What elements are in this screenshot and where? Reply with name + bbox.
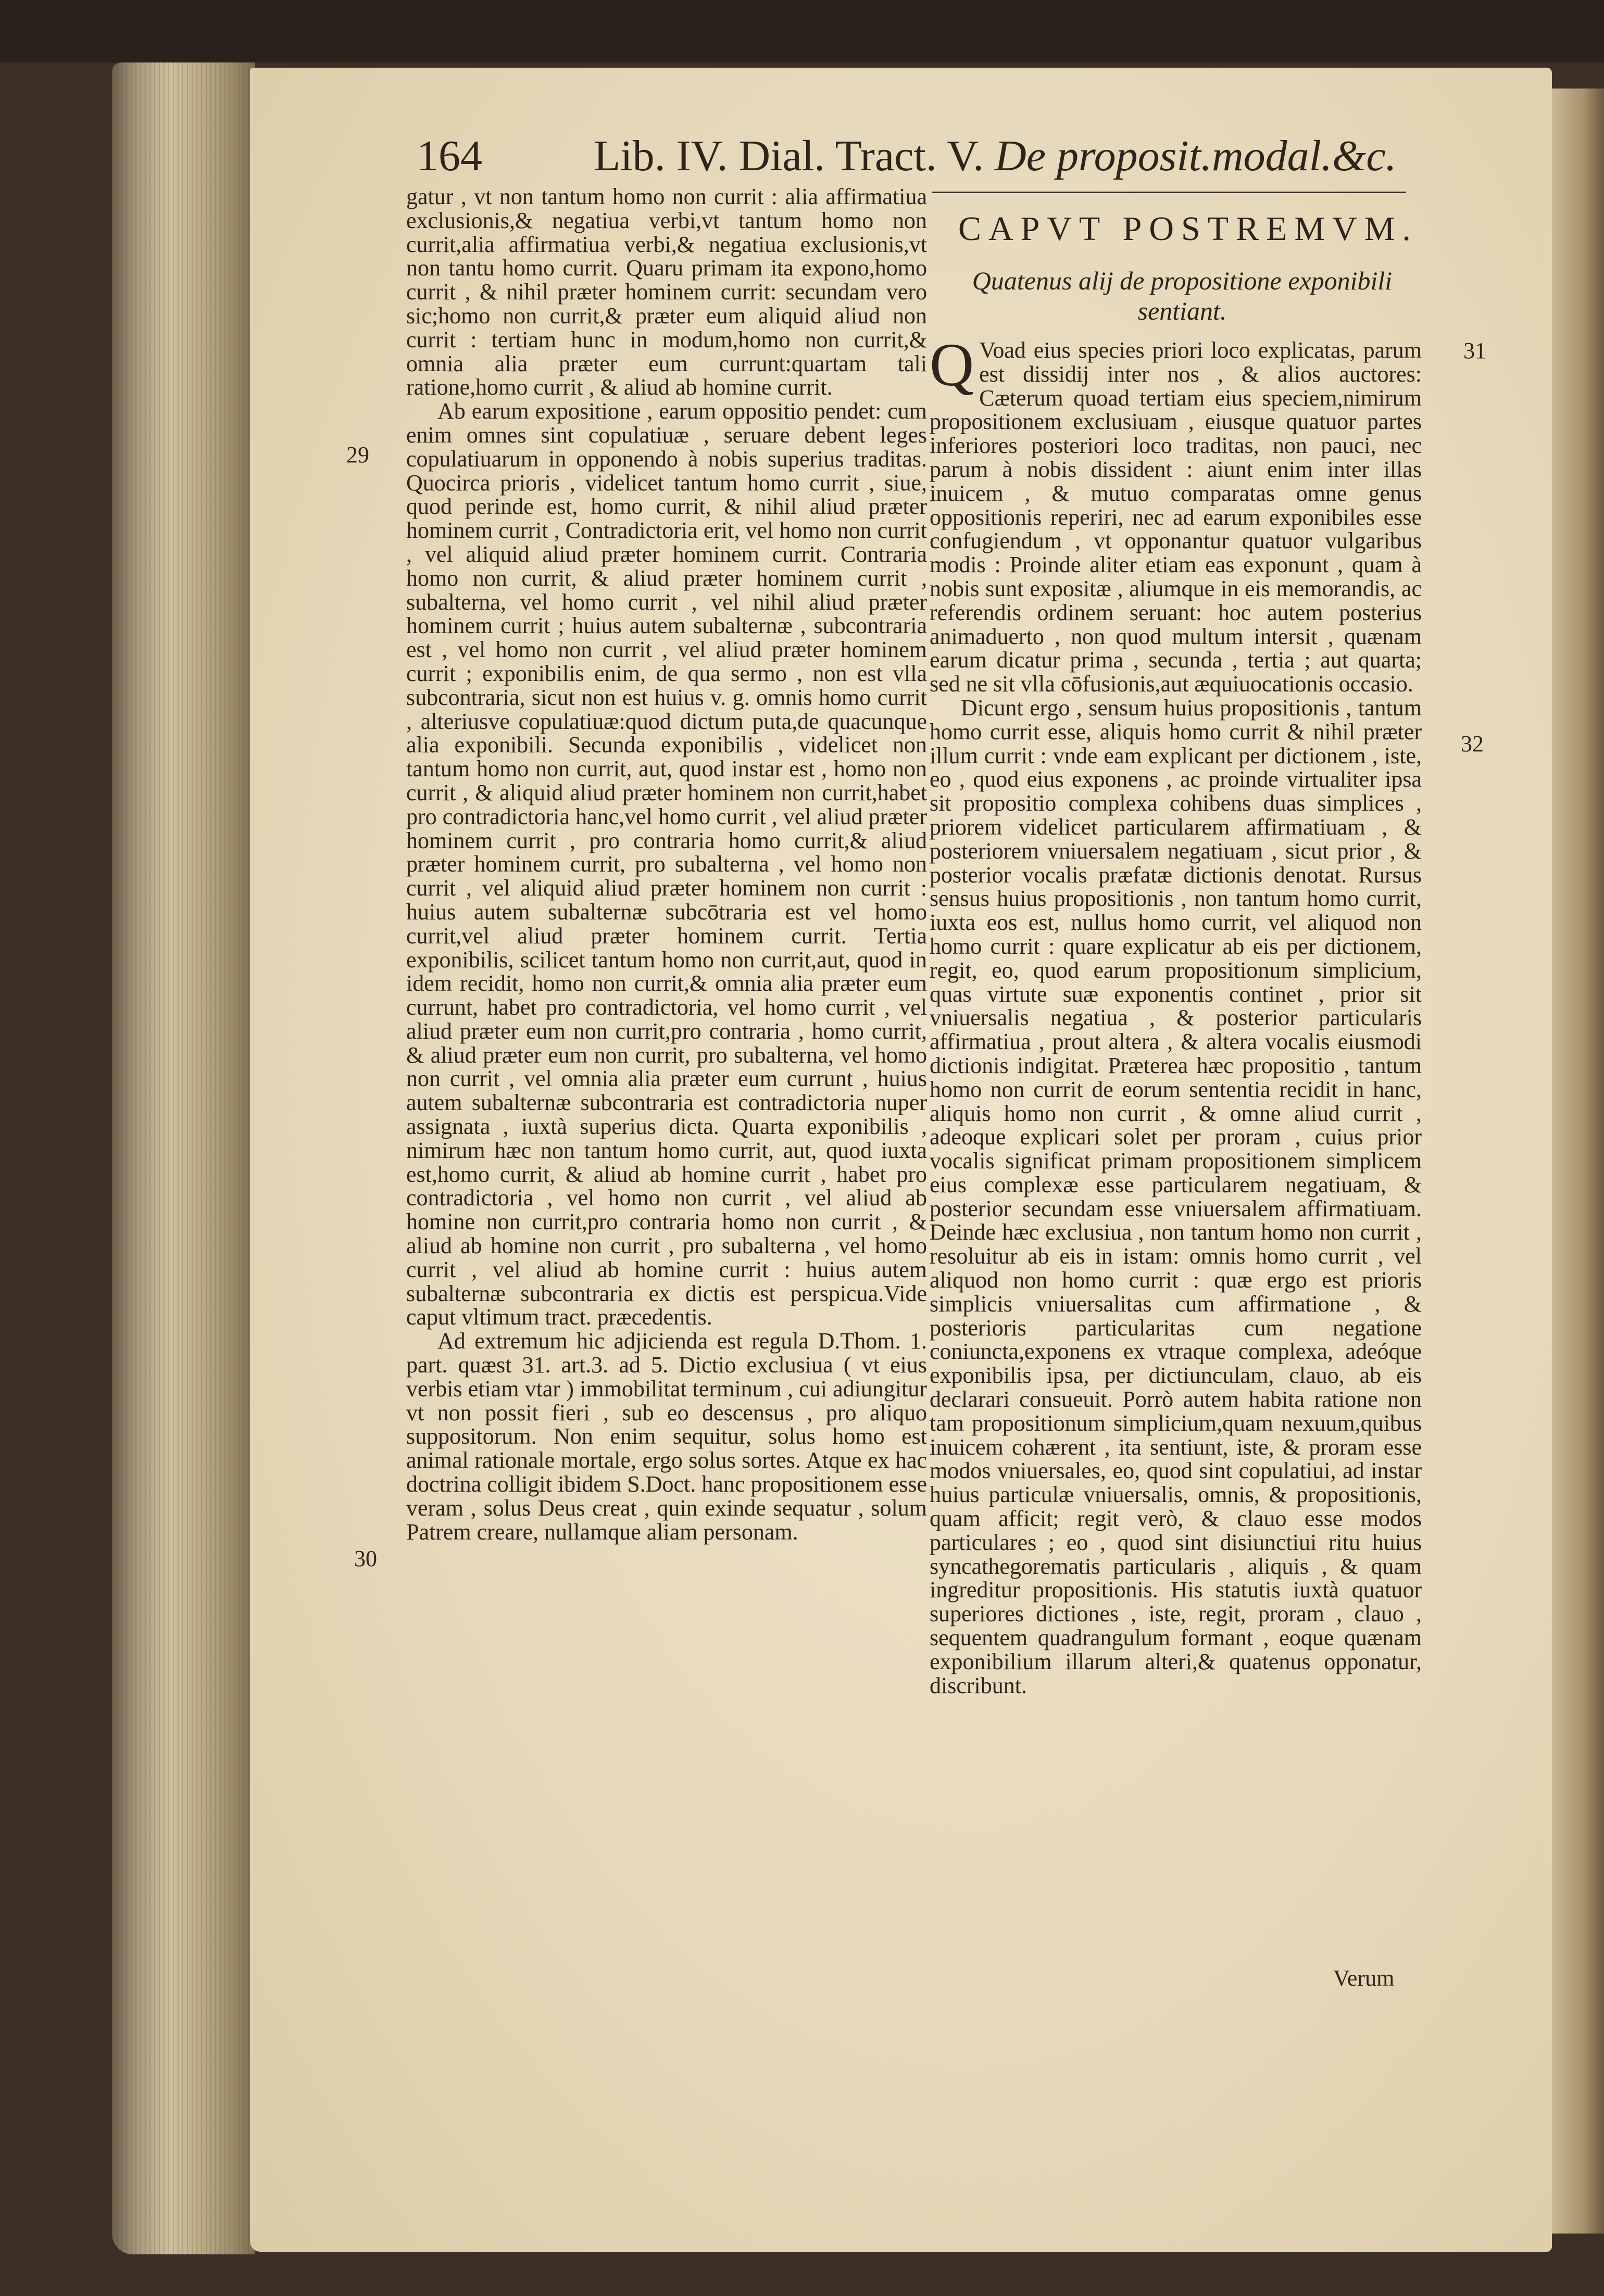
right-paragraph-1 [930,331,1422,697]
right-paragraph-2: Dicunt ergo , sensum huius propositionis , tantum homo currit esse, aliquis homo currit & nihil præter illum currit : vnde eam explicant per dictionem , iste, eo , quod eius exponens , ac proinde virtualiter ipsa sit propositio complexa cohibens duas simplices , priorem videlicet particularem affirmatiuam , & posteriorem vniuersalem negatiuam , sicut prior , & posterior vocalis præfatæ dictionis denotat. Rursus sensus huius propositionis , non tantum homo currit, iuxta eos est, nullus homo currit, vel aliquod non homo currit : quare explicatur ab eis per dictionem, regit, eo, quod earum propositionum simplicium, quas virtute suæ exponentis continet , prior sit vniuersalis negatiua , & posterior particularis affirmatiua , prout altera , & altera vocalis eiusmodi dictionis indigitat. Præterea hæc propositio , tantum homo non currit de eorum sententia recidit in hanc, aliquis homo non currit , & omne aliud currit , adeoque explicari solet per proram , cuius prior vocalis significat primam propositionem simplicem eius complexæ esse particularem negatiuam, & posterior secundam esse vniuersalem affirmatiuam. Deinde hæc exclusiua , non tantum homo non currit , resoluitur ab eis in istam: omnis homo currit , vel aliquod non homo currit : quæ ergo est prioris simplicis vniuersalitas cum affirmatione , & posterioris particularitas cum negatione coniuncta,exponens ex vtraque complexa, adeóque exponibilis ipsa, per dictiunculam, clauo, ab eis declarari consueuit. Porrò autem habita ratione non tam propositionum simplicium,quam nexuum,quibus inuicem cohærent , ita sentiunt, iste, & proram esse modos vniuersales, eo, quod sint copulatiui, ad instar huius particulæ vniuersalis, omnis, & propositionis, quam afficit; regit verò, & clauo esse modos particulares ; eo , quod sint disiunctiui ritu huius syncathegorematis particularis , aliquis , & quam ingreditur propositionis. His statutis iuxtà quatuor superiores dictiones , iste, regit, proram , clauo , sequentem quadrangulum formant , eoque quænam exponibilium illarum alteri,& quatenus opponatur, discribunt. [930,695,1422,1698]
catchword: Verum [1333,1965,1395,1991]
facing-page-edge [1552,89,1604,2234]
scan-background [0,0,1604,62]
margin-number-31: 31 [1463,338,1486,363]
margin-number-32: 32 [1461,731,1484,756]
left-paragraph-1: gatur , vt non tantum homo non currit : alia affirmatiua exclusionis,& negatiua verbi,vt tantum homo non currit,alia affirmatiua verbi,& negatiua exclusionis,vt non tantu homo currit. Quaru primam ita expono,homo currit , & nihil præter hominem currit: secundam vero sic;homo non currit,& præter eum aliquid aliud non currit : tertiam hunc in modum,homo non currit,& omnia alia præter eum currunt:quartam tali ratione,homo currit , & aliud ab homine currit. [406,184,927,400]
page-number: 164 [417,132,482,180]
head-rule [932,192,1406,193]
right-column [930,331,1422,1848]
running-head-title [594,128,1397,185]
margin-number-30: 30 [354,1546,377,1571]
right-paragraph-1-text: Voad eius species priori loco explicatas, parum est dissidij inter nos , & alios auctores: Cæterum quoad tertiam eius speciem,nimirum propositionem exclusiuam , eiusque quatuor partes inferiores posteriori loco traditas, non pauci, nec parum à nobis dissident : aiunt enim inter illas inuicem , & mutuo comparatas omne genus oppositionis reperiri, nec ad earum exponibiles esse confugiendum , vt opponantur quatuor vulgaribus modis : Proinde aliter etiam eas exponunt , quam à nobis sunt expositæ , aliumque in eis memorandis, ac referendis ordinem seruant: hoc autem posterius animaduerto , non quod multum intersit , quænam earum dicatur prima , secunda , tertia ; aut quarta; sed ne sit vlla cōfusionis,aut æquiuocationis occasio. [930,337,1422,697]
margin-number-29: 29 [346,442,369,468]
running-head-italic: De proposit.modal.&c. [995,132,1397,180]
left-paragraph-2: Ab earum expositione , earum oppositio pendet: cum enim omnes sint copulatiuæ , seruare debent leges copulatiuarum in opponendo à nobis superius traditas. Quocirca prioris , videlicet tantum homo currit , siue, quod perinde est, homo currit, & nihil aliud præter hominem currit , Contradictoria erit, vel homo non currit , vel aliquid aliud præter hominem currit. Contraria homo non currit, & aliud præter hominem currit , subalterna, vel homo currit , vel nihil aliud præter hominem currit ; huius autem subalternæ , subcontraria est , vel homo non currit , vel aliud præter hominem currit ; exponibilis enim, de qua sermo , non est vlla subcontraria, sicut non est huius v. g. omnis homo currit , alteriusve copulatiuæ:quod dictum puta,de quacunque alia exponibili. Secunda exponibilis , videlicet non tantum homo non currit, aut, quod instar est , homo non currit , & aliquid aliud præter hominem non currit,habet pro contradictoria hanc,vel homo currit , vel aliud præter hominem currit , pro contraria homo currit,& aliud præter hominem currit, pro subalterna , vel homo non currit , vel aliquid aliud præter hominem non currit : huius autem subalternæ subcōtraria est vel homo currit,vel aliud præter hominem currit. Tertia exponibilis, scilicet tantum homo non currit,aut, quod in idem recidit, homo non currit,& omnia alia præter eum currunt, habet pro contradictoria, vel homo currit , vel aliud præter eum non currit,pro contraria , homo currit, & aliud præter eum non currit, pro subalterna, vel homo non currit , vel omnia alia præter eum currunt , huius autem subalternæ subcontraria est contradictoria nuper assignata , iuxtà superius dicta. Quarta exponibilis , nimirum hæc non tantum homo currit, aut, quod iuxta est,homo currit, & aliud ab homine currit , habet pro contradictoria , vel homo non currit , vel aliud ab homine non currit,pro contraria homo non currit , & aliud ab homine non currit , pro subalterna , vel homo currit , vel aliud ab homine currit : huius autem subalternæ subcontraria ex dictis est perspicua.Vide caput vltimum tract. præcedentis. [406,398,927,1330]
running-head [417,128,1406,185]
running-head-book: Lib. IV. Dial. Tract. V. [594,132,984,180]
left-column [406,185,927,1812]
drop-cap: Q [930,331,974,399]
chapter-title: CAPVT POSTREMVM. [958,210,1418,248]
left-paragraph-3: Ad extremum hic adjicienda est regula D.Thom. 1. part. quæst 31. art.3. ad 5. Dictio exclusiua ( vt eius verbis etiam vtar ) immobilitat terminum , cui adiungitur vt non possit fieri , sub eo descensus , pro aliquo suppositorum. Non enim sequitur, solus homo est animal rationale mortale, ergo solus sortes. Atque ex hac doctrina colligit ibidem S.Doct. hanc propositionem esse veram , solus Deus creat , quin exinde sequatur , solum Patrem creare, nullamque aliam personam. [406,1328,927,1545]
chapter-subtitle: Quatenus alij de propositione exponibili sentiant. [972,266,1393,325]
book-page-edges [112,62,255,2254]
